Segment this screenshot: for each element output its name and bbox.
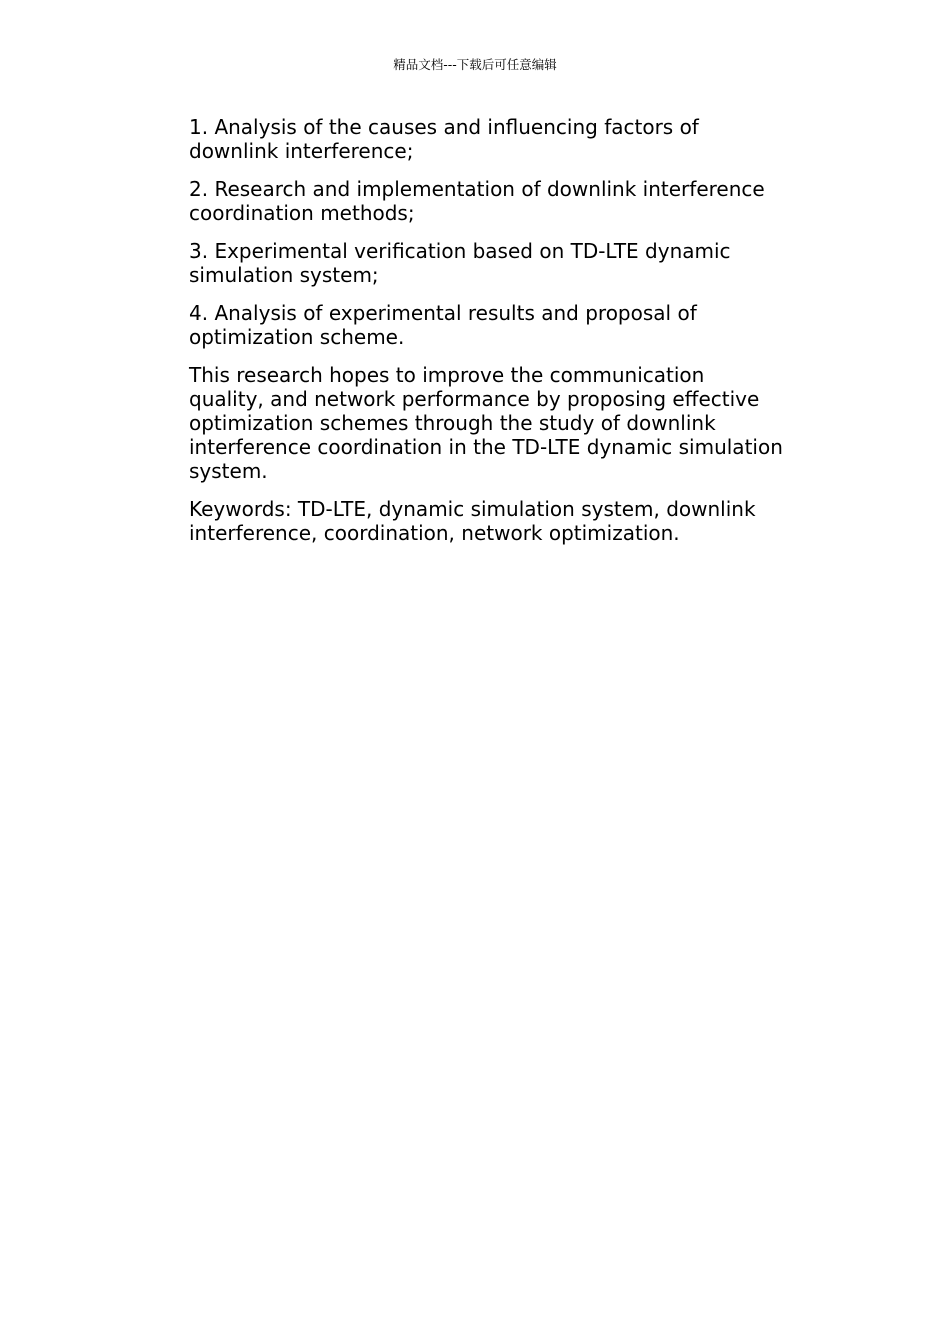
- text-line: Keywords: TD-LTE, dynamic simulation system, downlink: [189, 497, 756, 521]
- document-body: [144, 115, 804, 559]
- text-line: 1. Analysis of the causes and influencing factors of: [189, 115, 699, 139]
- text-line: 4. Analysis of experimental results and proposal of: [189, 301, 697, 325]
- text-line: 3. Experimental verification based on TD-LTE dynamic: [189, 239, 731, 263]
- text-line: coordination methods;: [189, 201, 415, 225]
- list-item-2: [144, 177, 804, 225]
- text-line: simulation system;: [189, 263, 379, 287]
- text-line: interference, coordination, network optimization.: [189, 521, 680, 545]
- text-line: system.: [189, 459, 268, 483]
- text-line: This research hopes to improve the communication: [189, 363, 705, 387]
- text-line: quality, and network performance by proposing effective: [189, 387, 760, 411]
- keywords-paragraph: [144, 497, 804, 545]
- text-line: 2. Research and implementation of downlink interference: [189, 177, 765, 201]
- text-line: optimization schemes through the study of downlink: [189, 411, 716, 435]
- text-line: optimization scheme.: [189, 325, 405, 349]
- page-header-watermark: 精品文档---下载后可任意编辑: [393, 57, 557, 72]
- list-item-3: [144, 239, 804, 287]
- list-item-4: [144, 301, 804, 349]
- list-item-1: [144, 115, 804, 163]
- text-line: interference coordination in the TD-LTE dynamic simulation: [189, 435, 783, 459]
- research-summary-paragraph: [144, 363, 804, 483]
- text-line: downlink interference;: [189, 139, 414, 163]
